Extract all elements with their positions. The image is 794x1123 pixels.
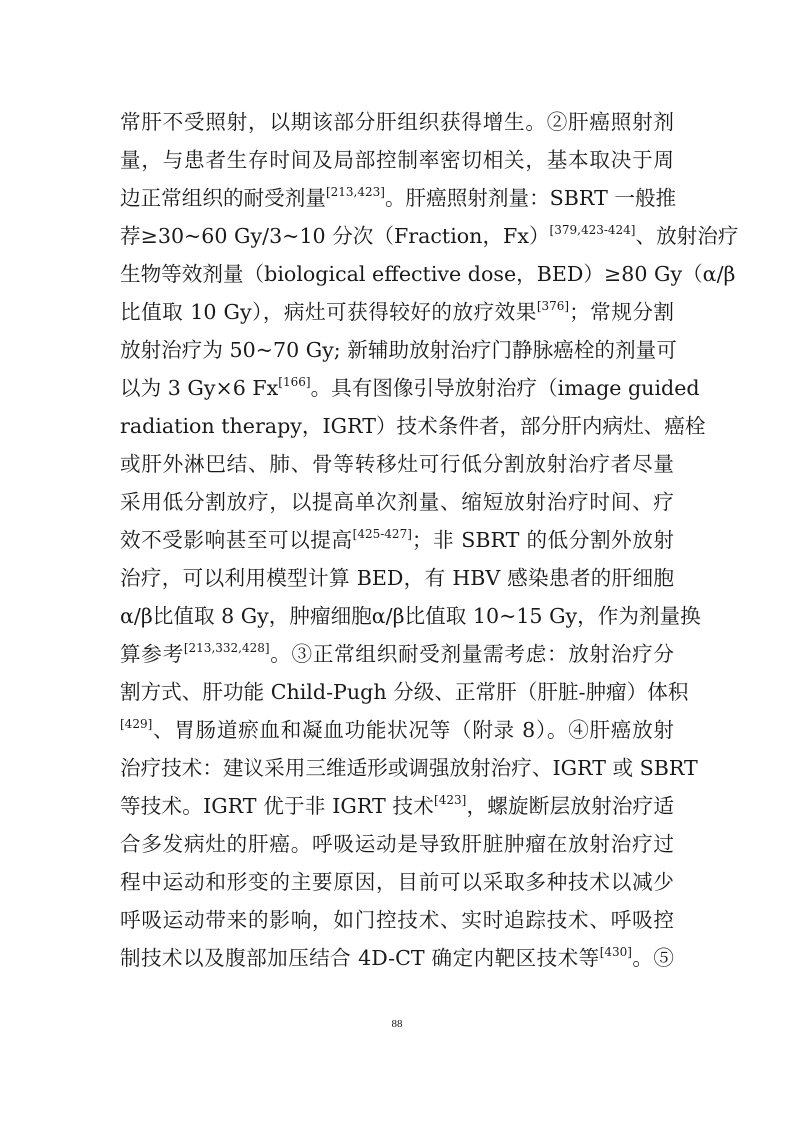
text-line xyxy=(120,787,674,825)
text-run: α/β比值取 8 Gy，肿瘤细胞α/β比值取 10~15 Gy，作为剂量换 xyxy=(120,604,701,628)
citation-reference: [213,423] xyxy=(325,185,385,199)
citation-reference: [425-427] xyxy=(352,527,412,541)
text-run: 呼吸运动带来的影响，如门控技术、实时追踪技术、呼吸控 xyxy=(120,908,674,932)
citation-reference: [430] xyxy=(599,945,632,959)
citation-reference: [166] xyxy=(278,375,311,389)
text-line xyxy=(120,825,674,863)
text-run: 。③正常组织耐受剂量需考虑：放射治疗分 xyxy=(269,642,675,666)
text-run: ，螺旋断层放射治疗适 xyxy=(466,794,675,818)
citation-reference: [376] xyxy=(536,299,570,313)
text-line xyxy=(120,939,674,977)
text-run: 量，与患者生存时间及局部控制率密切相关，基本取决于周 xyxy=(120,148,674,172)
text-run: 生物等效剂量（biological effective dose，BED）≥80 Gy（α/β xyxy=(120,262,736,286)
text-run: 放射治疗为 50~70 Gy; 新辅助放射治疗门静脉癌栓的剂量可 xyxy=(120,338,677,362)
text-run: ；常规分割 xyxy=(569,300,674,324)
text-line xyxy=(120,901,674,939)
page-number: 88 xyxy=(391,1018,403,1030)
text-line xyxy=(120,179,677,217)
text-run: 边正常组织的耐受剂量 xyxy=(120,186,326,210)
text-line xyxy=(120,141,674,179)
text-run: 效不受影响甚至可以提高 xyxy=(120,528,353,552)
citation-reference: [423] xyxy=(434,793,467,807)
text-line xyxy=(120,255,736,293)
text-run: 常肝不受照射，以期该部分肝组织获得增生。②肝癌照射剂 xyxy=(120,110,674,134)
text-line xyxy=(120,863,674,901)
text-run: 等技术。IGRT 优于非 IGRT 技术 xyxy=(120,794,435,818)
text-run: 、胃肠道瘀血和凝血功能状况等（附录 8）。④肝癌放射 xyxy=(152,718,674,742)
text-line xyxy=(120,673,689,711)
text-run: 采用低分割放疗，以提高单次剂量、缩短放射治疗时间、疗 xyxy=(120,490,674,514)
text-line xyxy=(120,407,706,445)
text-run: ；非 SBRT 的低分割外放射 xyxy=(411,528,675,552)
citation-reference: [429] xyxy=(120,717,153,731)
text-line xyxy=(120,445,674,483)
text-run: 。肝癌照射剂量：SBRT 一般推 xyxy=(384,186,677,210)
text-run: 程中运动和形变的主要原因，目前可以采取多种技术以减少 xyxy=(120,870,674,894)
citation-reference: [213,332,428] xyxy=(183,641,270,655)
text-line xyxy=(120,103,674,141)
text-line xyxy=(120,711,674,749)
text-run: 比值取 10 Gy），病灶可获得较好的放疗效果 xyxy=(120,300,537,324)
text-line xyxy=(120,559,674,597)
text-line xyxy=(120,597,701,635)
text-run: 算参考 xyxy=(120,642,184,666)
text-line xyxy=(120,483,674,521)
text-run: 合多发病灶的肝癌。呼吸运动是导致肝脏肿瘤在放射治疗过 xyxy=(120,832,674,856)
text-line xyxy=(120,217,739,255)
text-run: 。⑤ xyxy=(631,946,674,970)
text-run: 。具有图像引导放射治疗（image guided xyxy=(310,376,700,400)
text-line xyxy=(120,293,674,331)
text-line xyxy=(120,521,674,559)
text-run: 割方式、肝功能 Child-Pugh 分级、正常肝（肝脏-肿瘤）体积 xyxy=(120,680,689,704)
text-line xyxy=(120,635,674,673)
text-run: 以为 3 Gy×6 Fx xyxy=(120,376,279,400)
text-run: radiation therapy，IGRT）技术条件者，部分肝内病灶、癌栓 xyxy=(120,414,706,438)
citation-reference: [379,423-424] xyxy=(549,223,636,237)
text-run: 治疗技术：建议采用三维适形或调强放射治疗、IGRT 或 SBRT xyxy=(120,756,698,780)
text-run: 制技术以及腹部加压结合 4D-CT 确定内靶区技术等 xyxy=(120,946,600,970)
text-line xyxy=(120,749,698,787)
text-line xyxy=(120,331,677,369)
text-run: 治疗，可以利用模型计算 BED，有 HBV 感染患者的肝细胞 xyxy=(120,566,674,590)
text-run: 或肝外淋巴结、肺、骨等转移灶可行低分割放射治疗者尽量 xyxy=(120,452,674,476)
text-run: 、放射治疗 xyxy=(635,224,739,248)
text-run: 荐≥30~60 Gy/3~10 分次（Fraction，Fx） xyxy=(120,224,550,248)
text-line xyxy=(120,369,700,407)
body-text xyxy=(120,103,739,977)
